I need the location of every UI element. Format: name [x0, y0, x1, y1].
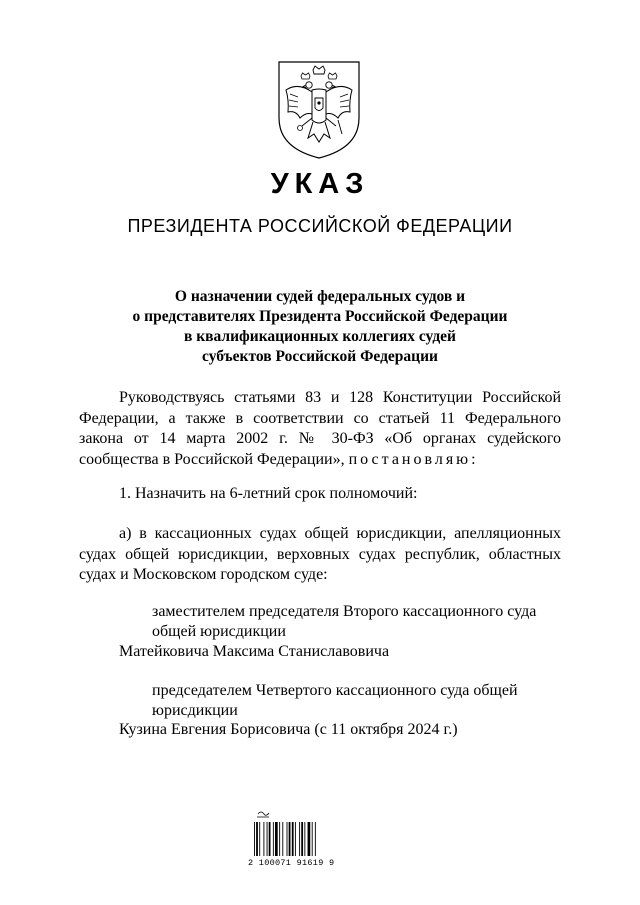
appointee-name: Матейковича Максима Станиславовича	[119, 643, 390, 660]
item-1: 1. Назначить на 6-летний срок полномочий:	[119, 485, 418, 502]
subject-line: субъектов Российской Федерации	[202, 348, 438, 365]
subject-line: о представителях Президента Российской Федерации	[132, 308, 508, 325]
preamble-paragraph	[79, 388, 561, 470]
barcode-number: 2 100071 91619 9	[248, 858, 335, 868]
decree-subtitle: ПРЕЗИДЕНТА РОССИЙСКОЙ ФЕДЕРАЦИИ	[127, 216, 513, 236]
subject-line: в квалификационных коллегиях судей	[184, 328, 456, 345]
appointee-name: Кузина Евгения Борисовича (с 11 октября 2024 г.)	[119, 721, 458, 738]
preamble-text: Руководствуясь статьями 83 и 128 Конституции Российской Федерации, а также в соответствии со статьей 11 Федерального закона от 14 марта 2002 г. № 30-ФЗ «Об органах судейского сообщества в Российской Федерации»,	[79, 389, 561, 468]
russian-coat-of-arms-icon	[276, 60, 362, 160]
appointment-position: председателем Четвертого кассационного суда общей юрисдикции	[152, 682, 518, 719]
subject-line: О назначении судей федеральных судов и	[174, 288, 466, 305]
item-1a: а) в кассационных судах общей юрисдикции, апелляционных судах общей юрисдикции, верховных судах республик, областных судах и Московском городском суде:	[79, 525, 561, 583]
decree-word: постановляю:	[348, 450, 479, 468]
decree-subject	[0, 287, 640, 367]
decree-title: УКАЗ	[270, 168, 370, 200]
appointment-position: заместителем председателя Второго кассационного суда общей юрисдикции	[152, 603, 537, 640]
